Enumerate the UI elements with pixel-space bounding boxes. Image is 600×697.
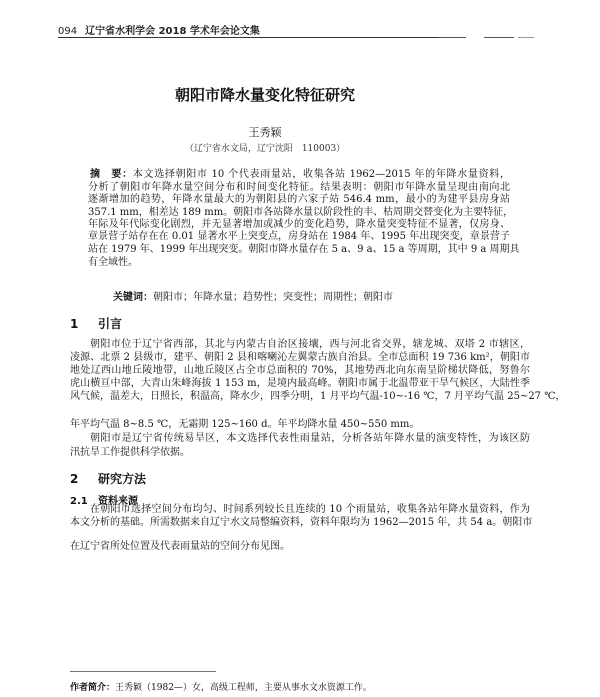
footnote-rule — [70, 671, 216, 672]
author-affiliation: （辽宁省水文局，辽宁沈阳 110003） — [184, 144, 346, 154]
header-rule — [58, 37, 463, 38]
running-header — [58, 22, 260, 37]
abstract-label: 摘 要： — [90, 169, 133, 180]
paragraph-line: 地处辽西山地丘陵地带，山地丘陵区占全市总面积的 70%，其地势西北向东南呈阶梯状降低，努鲁尔 — [70, 365, 530, 376]
abstract-line: 逐渐增加的趋势，年降水量最大的为朝阳县的六家子站 546.4 mm，最小的为建平县房身站 — [88, 194, 510, 205]
paragraph-line: 汛抗旱工作提供科学依据。 — [70, 447, 190, 458]
paragraph-line: 本文分析的基础。所需数据来自辽宁水文局整编资料，资料年限均为 1962—2015 年，共 54 a。朝阳市 — [70, 517, 533, 528]
abstract-line: 分析了朝阳市年降水量空间分布和时间变化特征。结果表明：朝阳市年降水量呈现由南向北 — [88, 182, 510, 193]
paragraph-line: 风气候，温差大，日照长，积温高，降水少，四季分明，1 月平均气温-10~-16 ℃，7 月平均气温 25~27 ℃， — [70, 391, 566, 402]
paragraph-line: 年平均气温 8~8.5 ℃，无霜期 125~160 d。年平均降水量 450~550 mm。 — [70, 419, 420, 430]
author-name: 王秀颖 — [248, 126, 282, 139]
abstract-line: 年际及年代际变化剧烈，并无显著增加或减少的变化趋势，降水量突变特征不显著，仅房身、 — [88, 219, 510, 230]
paragraph-line: 虎山横亘中部，大青山朱峰海拔 1 153 m，是境内最高峰。朝阳市属于北温带亚干旱气候区，大陆性季 — [70, 378, 530, 389]
header-rule-segment — [518, 37, 534, 38]
abstract-line: 站在 1979 年、1999 年出现突变。朝阳市降水量存在 5 a、9 a、15 a 等周期，其中 9 a 周期具 — [88, 244, 520, 255]
paragraph-line: 在辽宁省所处位置及代表雨量站的空间分布见图。 — [70, 541, 290, 552]
author-footnote: 作者简介：王秀颖（1982—）女，高级工程师，主要从事水文水资源工作。 — [70, 683, 372, 693]
page-number: 094 — [58, 26, 78, 37]
footnote-label: 作者简介： — [70, 683, 116, 693]
abstract-line: 有全域性。 — [88, 257, 138, 268]
paragraph-line: 凌源、北票 2 县级市，建平、朝阳 2 县和喀喇沁左翼蒙古族自治县。全市总面积 19 736 km²，朝阳市 — [70, 352, 530, 363]
paragraph-line: 朝阳市是辽宁省传统易旱区，本文选择代表性雨量站，分析各站年降水量的演变特性，为该区防 — [90, 433, 530, 444]
abstract-line: 摘 要：本文选择朝阳市 10 个代表雨量站，收集各站 1962—2015 年的年降水量资料， — [90, 169, 511, 180]
subsection-heading: 2.1 资料来源 — [70, 496, 138, 507]
abstract-line: 357.1 mm，相差达 189 mm。朝阳市各站降水量以阶段性的丰、枯周期交替变化为主要特征， — [88, 207, 514, 218]
paper-title: 朝阳市降水量变化特征研究 — [174, 86, 355, 104]
keywords-label: 关键词： — [113, 292, 153, 303]
section-heading: 1 引言 — [70, 317, 123, 331]
paragraph-line: 在朝阳市选择空间分布均匀、时间系列较长且连续的 10 个雨量站，收集各站年降水量资料，作为 — [90, 504, 530, 515]
abstract-line: 章景营子站存在在 0.01 显著水平上突变点，房身站在 1984 年、1995 年出现突变，章景营子 — [88, 231, 510, 242]
section-heading: 2 研究方法 — [70, 472, 147, 486]
header-rule-segment — [484, 37, 514, 38]
paragraph-line: 朝阳市位于辽宁省西部，其北与内蒙古自治区接壤，西与河北省交界，辖龙城、双塔 2 市辖区， — [90, 339, 530, 350]
keywords: 关键词：朝阳市；年降水量；趋势性；突变性；周期性；朝阳市 — [113, 292, 393, 303]
header-rule-segment — [438, 37, 466, 38]
journal-name: 辽宁省水利学会 2018 学术年会论文集 — [85, 26, 260, 37]
